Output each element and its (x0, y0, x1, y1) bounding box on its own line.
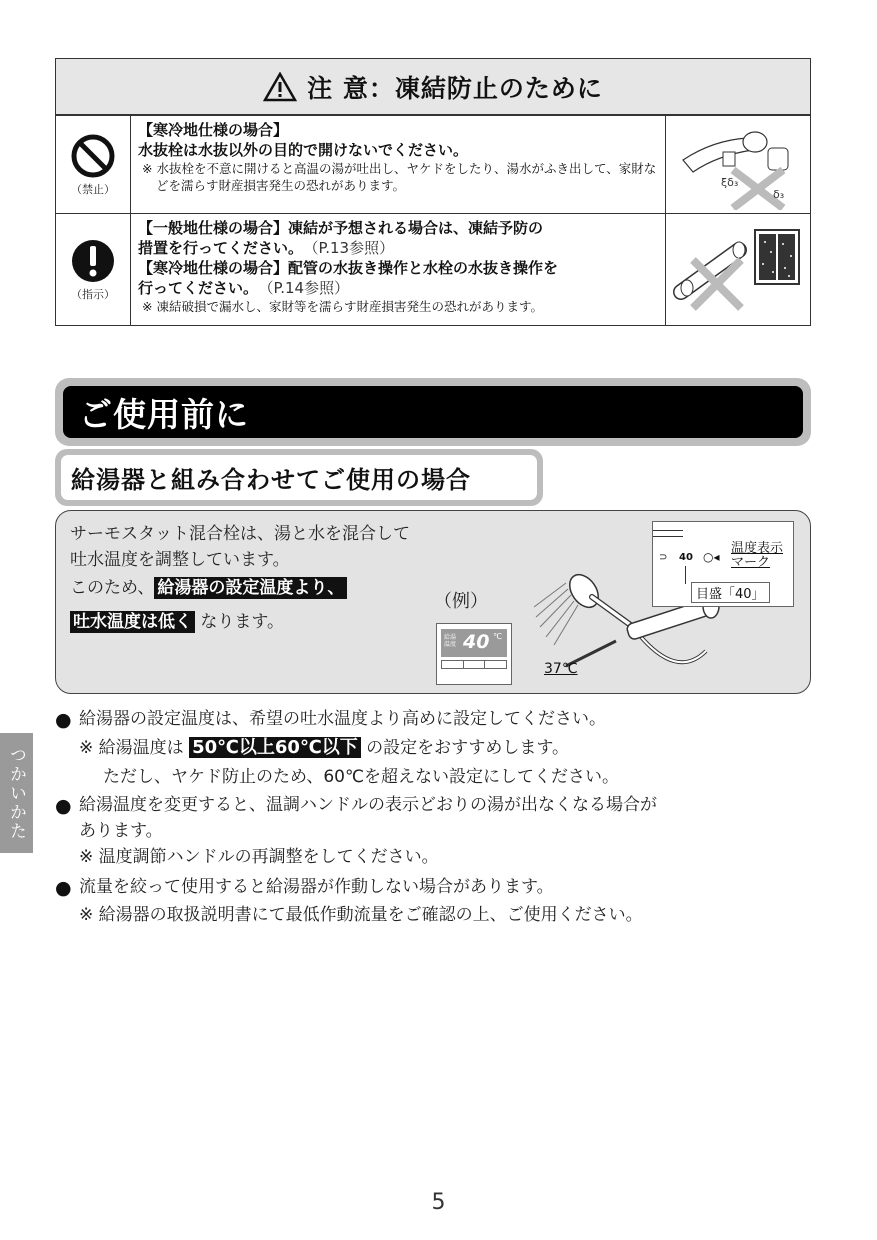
caution-row-prohibition (56, 115, 810, 213)
section-title-box (55, 378, 811, 446)
bullet-2-sub: ※ 温度調節ハンドルの再調整をしてください。 (79, 847, 439, 867)
freeze-illustration (666, 214, 810, 325)
row-bold-text: 水抜栓は水抜以外の目的で開けないでください。 (138, 140, 469, 159)
bullet-3: 流量を絞って使用すると給湯器が作動しない場合があります。 (79, 877, 554, 897)
remote-label: 給湯 温度 (444, 634, 457, 648)
section-title: ご使用前に (63, 386, 803, 438)
row-note: ※ 水抜栓を不意に開けると高温の湯が吐出し、ヤケドをしたり、湯水がふき出して、家財などを濡らす財産損害発生の恐れがあります。 (142, 160, 657, 193)
svg-text:δ₃: δ₃ (773, 187, 785, 201)
mark-label-2: マーク (731, 554, 771, 570)
bullet-icon: ● (55, 795, 72, 817)
remote-buttons (441, 660, 507, 669)
caution-row-mandatory (56, 213, 810, 325)
bullet-2-line-1: 給湯温度を変更すると、温調ハンドルの表示どおりの湯が出なくなる場合が (79, 795, 657, 815)
highlight-setting-temp: 給湯器の設定温度より、 (154, 577, 347, 599)
example-label: （例） (434, 591, 488, 612)
subsection-title: 給湯器と組み合わせてご使用の場合 (61, 455, 537, 500)
exclamation-icon (70, 238, 116, 284)
bullet-1: 給湯器の設定温度は、希望の吐水温度より高めに設定してください。 (79, 709, 606, 729)
water-temp-label: 37℃ (544, 661, 578, 677)
page-number: 5 (431, 1190, 446, 1215)
icon-caption: （指示） (71, 287, 115, 301)
info-line-2: 吐水温度を調整しています。 (70, 550, 290, 570)
info-line-3: このため、 (70, 578, 155, 598)
bullet-icon: ● (55, 709, 72, 731)
dial-number: 40 (679, 552, 693, 563)
page-ref-13: （P.13参照） (311, 238, 395, 257)
warning-icon (263, 72, 297, 102)
row-heading: 【寒冷地仕様の場合】 (138, 121, 289, 139)
row-line-4: 行ってください。 (138, 278, 259, 297)
svg-text:ξδ₃: ξδ₃ (721, 175, 739, 189)
bullet-2-line-2: あります。 (79, 821, 163, 841)
bullet-1-sub-1-pre: ※ 給湯温度は (79, 738, 184, 758)
dial-detail: ⊃ 40 ○◂ 温度表示 マーク 目盛「40」 (652, 521, 794, 607)
subsection-title-box (55, 449, 543, 506)
faucet-drain-illustration (666, 116, 810, 213)
row-note: ※ 凍結破損で漏水し、家財等を濡らす財産損害発生の恐れがあります。 (142, 298, 543, 314)
bullet-1-sub-1-post: の設定をおすすめします。 (366, 738, 569, 758)
caution-header (56, 59, 810, 115)
bullet-1-sub-2: ただし、ヤケド防止のため、60℃を超えない設定にしてください。 (103, 767, 620, 787)
bullet-icon: ● (55, 877, 72, 899)
recommended-temp: 50℃以上60℃以下 (189, 737, 361, 758)
caution-table (55, 58, 811, 326)
caution-title: 注 意：凍結防止のために (307, 73, 603, 103)
row-line-3: 【寒冷地仕様の場合】配管の水抜き操作と水栓の水抜き操作を (138, 258, 559, 277)
icon-caption: （禁止） (71, 182, 115, 196)
mark-label-1: 温度表示 (731, 541, 784, 556)
temp-mark-icon: ○◂ (703, 550, 720, 564)
page-ref-14: （P.14参照） (266, 278, 350, 297)
info-line-4: なります。 (200, 612, 285, 632)
remote-temp-unit: ℃ (493, 632, 502, 641)
info-box (55, 510, 811, 694)
bullet-3-sub: ※ 給湯器の取扱説明書にて最低作動流量をご確認の上、ご使用ください。 (79, 905, 643, 925)
bullet-list (55, 706, 815, 930)
remote-temp-value: 40 (463, 631, 490, 653)
row-line-1: 【一般地仕様の場合】凍結が予想される場合は、凍結予防の (138, 219, 544, 237)
prohibition-icon (70, 133, 116, 179)
scale-label: 目盛「40」 (691, 582, 770, 603)
water-heater-remote (436, 623, 512, 685)
info-line-1: サーモスタット混合栓は、湯と水を混合して (70, 524, 410, 544)
highlight-low-temp: 吐水温度は低く (70, 611, 195, 633)
side-tab: つかいかた (0, 733, 33, 853)
row-line-2: 措置を行ってください。 (138, 238, 304, 257)
